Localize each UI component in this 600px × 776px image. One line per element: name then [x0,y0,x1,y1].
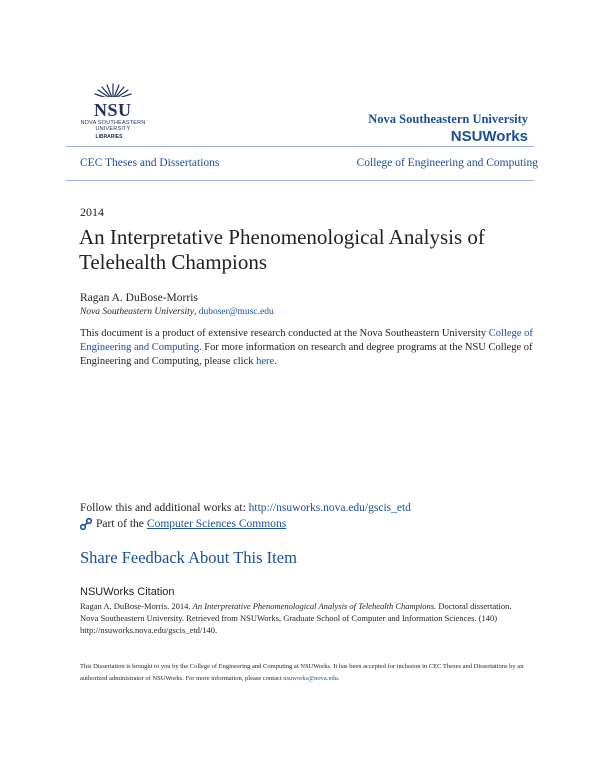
description-text-1: This document is a product of extensive research conducted at the Nova Southeastern University [80,328,489,339]
document-description [80,327,540,369]
citation-part1: Ragan A. DuBose-Morris. 2014. [80,601,193,611]
commons-link[interactable]: Computer Sciences Commons [146,518,287,530]
footer-end: . [337,675,340,682]
citation-heading: NSUWorks Citation [80,586,175,598]
footer-text: This Dissertation is brought to you by the College of Engineering and Computing at NSUWorks. It has been accepted for inclusion in CEC Theses and Dissertations by an authorized administrator of NSUWorks. For more information, please contact [80,663,524,682]
institution-block [368,112,528,145]
affiliation-separator: , [193,307,199,317]
part-of-label: Part of the [96,518,144,530]
follow-label: Follow this and additional works at: [80,502,249,514]
citation-part2: Doctoral dissertation. Nova Southeastern University. Retrieved from NSUWorks, Graduate School of Computer and Information Sciences. (140) http://nsuworks.nova.edu/gscis_etd/140. [80,601,512,635]
part-of-line [80,518,286,530]
author-affiliation [80,307,274,317]
contact-email-link[interactable]: nsuworks@nova.edu [283,675,338,682]
series-link-theses[interactable]: CEC Theses and Dissertations [80,157,220,169]
collection-url-link[interactable]: http://nsuworks.nova.edu/gscis_etd [248,502,411,514]
header-divider-top [66,146,534,147]
logo-university-line2: UNIVERSITY [95,126,131,132]
footer-note [80,661,528,685]
author-email-link[interactable]: duboser@musc.edu [198,307,274,317]
here-link[interactable]: here [256,356,275,367]
share-feedback-link[interactable]: Share Feedback About This Item [80,548,297,567]
repository-name[interactable]: NSUWorks [450,128,528,145]
citation-title: An Interpretative Phenomenological Analysis of Telehealth Champions. [192,601,437,611]
logo-university-line1: NOVA SOUTHEASTERN [80,120,146,126]
institution-name[interactable]: Nova Southeastern University [368,112,528,126]
nsu-logo[interactable] [78,80,148,150]
logo-library: LIBRARIES [95,134,123,140]
header-divider-bottom [66,180,534,181]
description-text-2: . For more information on research and degree programs at the NSU College of Engineering and Computing, please click [80,342,533,367]
series-link-college[interactable]: College of Engineering and Computing [356,157,538,169]
college-link[interactable]: College of Engineering and Computing [80,328,533,353]
citation-text [80,600,530,636]
network-icon [80,518,93,530]
logo-acronym: NSU [94,100,132,120]
document-title: An Interpretative Phenomenological Analysis of Telehealth Champions [79,225,485,274]
publication-year: 2014 [80,205,104,219]
author-name: Ragan A. DuBose-Morris [80,292,198,304]
affiliation-name: Nova Southeastern University [80,307,194,317]
logo-university [78,120,148,132]
description-text-3: . [274,356,277,367]
follow-line [80,502,411,514]
